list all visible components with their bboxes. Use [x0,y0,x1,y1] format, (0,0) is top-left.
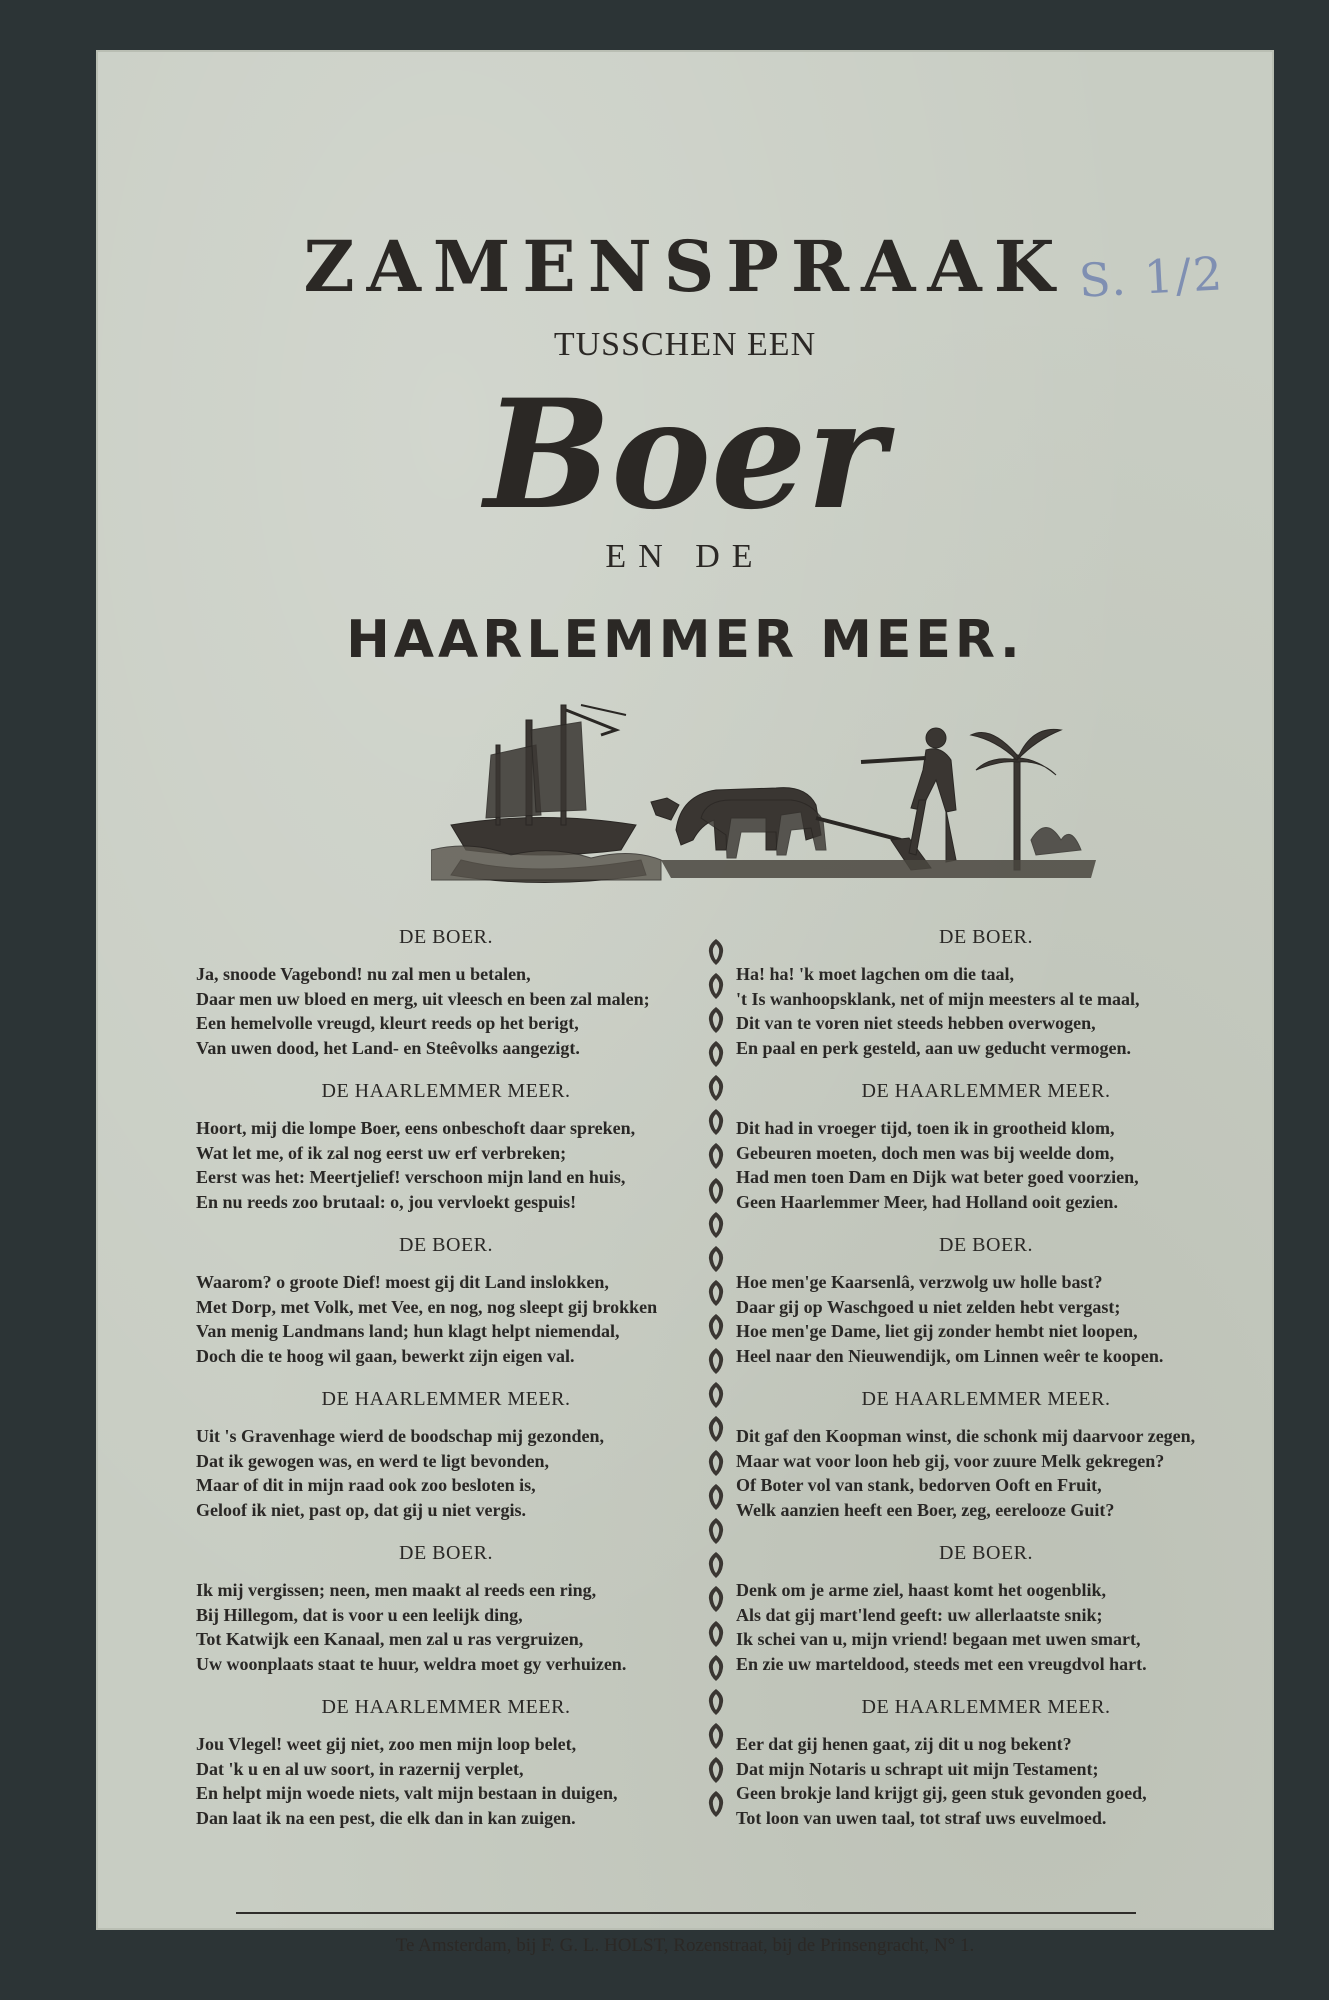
verse-line: Dit van te voren niet steeds hebben overwogen, [736,1013,1096,1033]
verse-line: Een hemelvolle vreugd, kleurt reeds op het berigt, [196,1013,579,1033]
verse-line: Eerst was het: Meertjelief! verschoon mijn land en huis, [196,1167,626,1187]
verse-line: Dat ik gewogen was, en werd te ligt bevonden, [196,1450,549,1471]
verse-line: Met Dorp, met Volk, met Vee, en nog, nog sleept gij brokken [196,1296,658,1317]
ornamental-column-divider [696,938,736,1818]
ground-strip [661,860,1096,878]
fleuron-ornament-icon [705,1756,727,1784]
fleuron-ornament-icon [705,1177,727,1205]
verse-line: Ik schei van u, mijn vriend! begaan met uwen smart, [736,1629,1141,1649]
verse-line: Van menig Landmans land; hun klagt helpt niemendal, [196,1321,620,1341]
speaker-heading: DE BOER. [939,1234,1033,1256]
handwritten-shelfmark: S. 1/2 [1077,246,1226,308]
verse-line: Heel naar den Nieuwendijk, om Linnen weêr te koopen. [736,1345,1164,1366]
verse-line: Tot Katwijk een Kanaal, men zal u ras vergruizen, [196,1629,584,1649]
fleuron-ornament-icon [705,1245,727,1273]
verse-block [736,1538,1236,1676]
verse-block [736,922,1236,1060]
speaker-heading: DE HAARLEMMER MEER. [861,1696,1111,1718]
verse-line: 't Is wanhoopsklank, net of mijn meesters al te maal, [736,988,1140,1009]
fleuron-ornament-icon [705,972,727,1000]
fleuron-ornament-icon [705,1040,727,1068]
verse-line: Denk om je arme ziel, haast komt het oogenblik, [736,1580,1106,1600]
speaker-heading: DE HAARLEMMER MEER. [321,1388,571,1410]
fleuron-ornament-icon [705,1654,727,1682]
fleuron-ornament-icon [705,1790,727,1818]
title-en-de: EN DE [605,538,765,575]
speaker-heading: DE HAARLEMMER MEER. [861,1388,1111,1410]
verse-line: Als dat gij mart'lend geeft: uw allerlaatste snik; [736,1604,1103,1625]
speaker-heading: DE HAARLEMMER MEER. [321,1080,571,1102]
fleuron-ornament-icon [705,1722,727,1750]
speaker-heading: DE BOER. [399,926,493,948]
verse-block [736,1692,1236,1830]
fleuron-ornament-icon [705,1449,727,1477]
printer-imprint: Te Amsterdam, bij F. G. L. HOLST, Rozenstraat, bij de Prinsengracht, N° 1. [395,1935,975,1956]
verse-line: Doch die te hoog wil gaan, bewerkt zijn eigen val. [196,1345,575,1366]
fleuron-ornament-icon [705,1620,727,1648]
verse-line: Geen Haarlemmer Meer, had Holland ooit gezien. [736,1191,1118,1212]
verse-block [736,1384,1236,1522]
verse-line: Hoe men'ge Kaarsenlâ, verzwolg uw holle bast? [736,1272,1103,1292]
fleuron-ornament-icon [705,1517,727,1545]
verse-line: Waarom? o groote Dief! moest gij dit Land inslokken, [196,1272,609,1292]
right-verse-column [736,922,1236,1846]
verse-line: En nu reeds zoo brutaal: o, jou vervloekt gespuis! [196,1191,577,1212]
verse-line: Welk aanzien heeft een Boer, zeg, eerelooze Guit? [736,1499,1115,1520]
speaker-heading: DE BOER. [399,1234,493,1256]
verse-line: Eer dat gij henen gaat, zij dit u nog bekent? [736,1734,1072,1754]
speaker-heading: DE BOER. [399,1542,493,1564]
verse-line: Bij Hillegom, dat is voor u een leelijk ding, [196,1604,523,1625]
title-zamenspraak: ZAMENSPRAAK [303,225,1067,308]
verse-line: Ik mij vergissen; neen, men maakt al reeds een ring, [196,1580,597,1600]
verse-line: Ha! ha! 'k moet lagchen om die taal, [736,964,1014,984]
verse-line: Dat mijn Notaris u schrapt uit mijn Testament; [736,1758,1099,1779]
verse-line: En zie uw marteldood, steeds met een vreugdvol hart. [736,1653,1147,1674]
fleuron-ornament-icon [705,1006,727,1034]
verse-line: Van uwen dood, het Land- en Steêvolks aangezigt. [196,1037,580,1058]
verse-line: Maar wat voor loon heb gij, voor zuure Melk gekregen? [736,1450,1165,1471]
verse-line: Jou Vlegel! weet gij niet, zoo men mijn loop belet, [196,1734,577,1754]
verse-line: Dan laat ik na een pest, die elk dan in kan zuigen. [196,1807,576,1828]
verse-line: En paal en perk gesteld, aan uw geducht vermogen. [736,1037,1132,1058]
speaker-heading: DE BOER. [939,1542,1033,1564]
verse-line: Wat let me, of ik zal nog eerst uw erf verbreken; [196,1142,567,1163]
left-verse-column [196,922,696,1846]
title-tusschen-een: TUSSCHEN EEN [553,326,817,363]
fleuron-ornament-icon [705,1347,727,1375]
verse-line: Uw woonplaats staat te huur, weldra moet gy verhuizen. [196,1653,627,1674]
footer-rule [236,1912,1136,1914]
verse-line: Ja, snoode Vagebond! nu zal men u betalen, [196,964,531,984]
woodcut-ship-and-ploughman-illustration [431,700,1096,885]
verse-block [196,1384,696,1522]
verse-block [196,1692,696,1830]
verse-line: Tot loon van uwen taal, tot straf uws euvelmoed. [736,1807,1107,1828]
fleuron-ornament-icon [705,1313,727,1341]
speaker-heading: DE HAARLEMMER MEER. [321,1696,571,1718]
ship-icon [431,705,661,883]
verse-line: Geen brokje land krijgt gij, geen stuk gevonden goed, [736,1783,1147,1803]
verse-line: Of Boter vol van stank, bedorven Ooft en Fruit, [736,1475,1102,1495]
fleuron-ornament-icon [705,1108,727,1136]
verse-line: Dit had in vroeger tijd, toen ik in grootheid klom, [736,1118,1115,1138]
speaker-heading: DE BOER. [939,926,1033,948]
fleuron-ornament-icon [705,1211,727,1239]
verse-block [196,1076,696,1214]
verse-line: Daar men uw bloed en merg, uit vleesch en been zal malen; [196,988,650,1009]
verse-block [196,922,696,1060]
verse-block [196,1538,696,1676]
verse-line: Maar of dit in mijn raad ook zoo besloten is, [196,1475,536,1495]
verse-line: Geloof ik niet, past op, dat gij u niet vergis. [196,1499,527,1520]
palm-tree-icon [971,729,1081,870]
speaker-heading: DE HAARLEMMER MEER. [861,1080,1111,1102]
verse-line: Had men toen Dam en Dijk wat beter goed voorzien, [736,1167,1139,1187]
fleuron-ornament-icon [705,1551,727,1579]
verse-line: Hoe men'ge Dame, liet gij zonder hembt niet loopen, [736,1321,1138,1341]
fleuron-ornament-icon [705,1279,727,1307]
verse-line: Hoort, mij die lompe Boer, eens onbeschoft daar spreken, [196,1118,636,1138]
verse-block [736,1076,1236,1214]
fleuron-ornament-icon [705,938,727,966]
title-boer: Boer [484,367,886,543]
verse-line: Daar gij op Waschgoed u niet zelden hebt vergast; [736,1296,1121,1317]
verse-line: En helpt mijn woede niets, valt mijn bestaan in duigen, [196,1783,618,1803]
fleuron-ornament-icon [705,1381,727,1409]
fleuron-ornament-icon [705,1142,727,1170]
fleuron-ornament-icon [705,1074,727,1102]
verse-block [736,1230,1236,1368]
verse-block [196,1230,696,1368]
verse-line: Uit 's Gravenhage wierd de boodschap mij gezonden, [196,1426,605,1446]
fleuron-ornament-icon [705,1483,727,1511]
broadside-sheet [96,50,1274,1956]
fleuron-ornament-icon [705,1585,727,1613]
ox-team-icon [651,788,931,870]
fleuron-ornament-icon [705,1415,727,1443]
verse-line: Dat 'k u en al uw soort, in razernij verplet, [196,1758,524,1779]
verse-line: Gebeuren moeten, doch men was bij weelde dom, [736,1142,1115,1163]
title-haarlemmer-meer: HAARLEMMER MEER. [346,610,1024,670]
fleuron-ornament-icon [705,1688,727,1716]
verse-line: Dit gaf den Koopman winst, die schonk mij daarvoor zegen, [736,1426,1196,1446]
